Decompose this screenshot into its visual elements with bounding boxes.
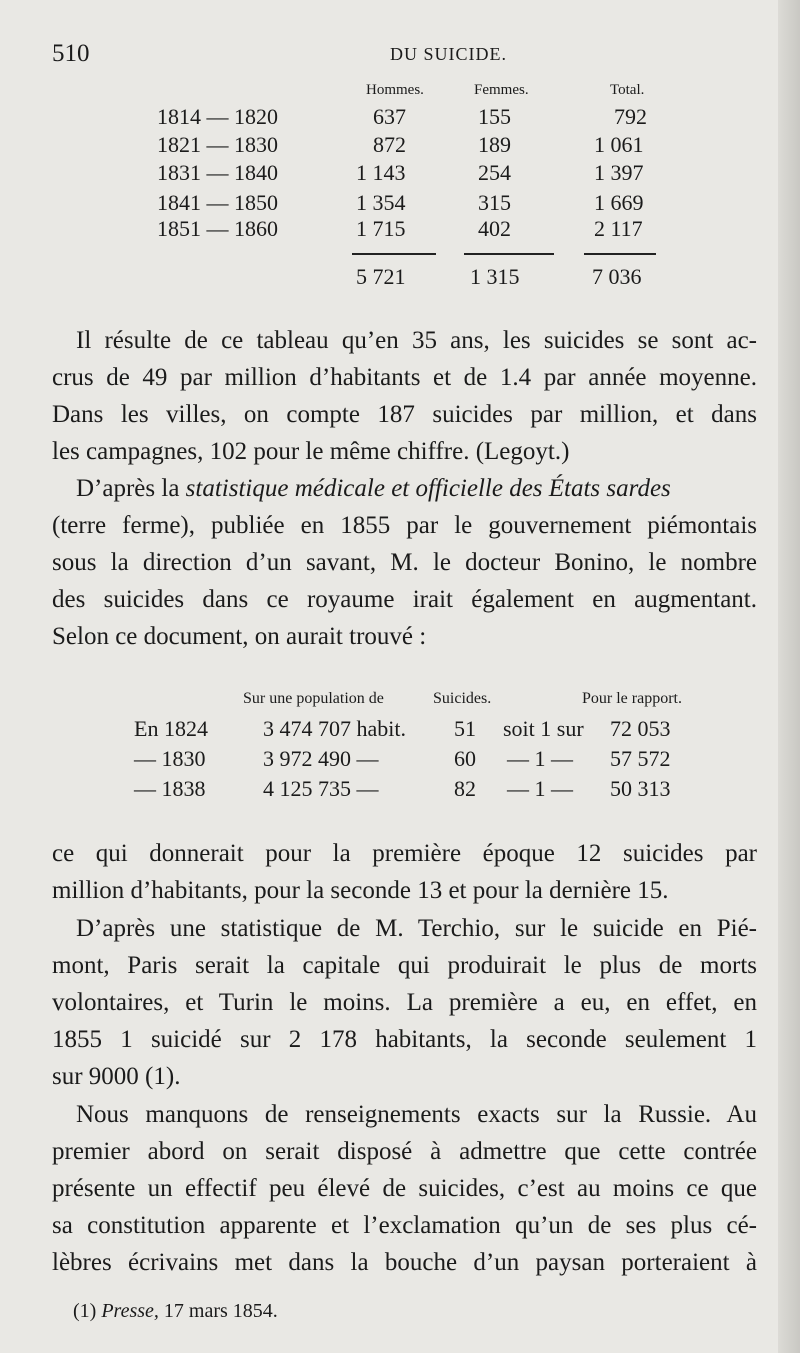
table-cell-rapport: — 1 —	[507, 776, 573, 801]
text-line: les campagnes, 102 pour le même chiffre. (Legoyt.)	[52, 438, 570, 465]
table-cell-total: 2 117	[594, 216, 643, 241]
text-line: sous la direction d’un savant, M. le docteur Bonino, le nombre	[52, 549, 757, 576]
footnote	[73, 1300, 278, 1323]
table-cell-femmes: 315	[478, 190, 511, 215]
table-cell-value: 50 313	[610, 776, 671, 801]
table-cell-population: 4 125 735 —	[263, 776, 379, 801]
table-cell-period: 1821 — 1830	[157, 132, 278, 157]
footnote-mark: (1)	[73, 1300, 97, 1322]
text-line: premier abord on serait disposé à admettre que cette contrée	[52, 1138, 757, 1165]
text-line: des suicides dans ce royaume irait également en augmentant.	[52, 586, 757, 613]
table-cell-suicides: 82	[454, 776, 476, 801]
total-total: 7 036	[592, 264, 642, 289]
table-cell-year: — 1838	[134, 776, 206, 801]
table-cell-period: 1841 — 1850	[157, 190, 278, 215]
table-cell-period: 1831 — 1840	[157, 160, 278, 185]
page-edge	[778, 0, 800, 1353]
table-cell-value: 57 572	[610, 746, 671, 771]
table-cell-rapport: soit 1 sur	[503, 716, 584, 741]
total-rule-femmes	[464, 253, 554, 255]
text-line: Selon ce document, on aurait trouvé :	[52, 623, 427, 650]
paragraph-5	[52, 1096, 757, 1281]
total-femmes: 1 315	[470, 264, 520, 289]
table-cell-value: 72 053	[610, 716, 671, 741]
column-header-femmes: Femmes.	[474, 82, 529, 98]
table-cell-hommes: 1 354	[356, 190, 406, 215]
table-cell-population: 3 474 707 habit.	[263, 716, 406, 741]
table-cell-femmes: 155	[478, 104, 511, 129]
table-cell-femmes: 254	[478, 160, 511, 185]
page-number: 510	[52, 40, 90, 67]
text-line	[52, 470, 757, 507]
footnote-date: 17 mars 1854.	[163, 1300, 278, 1322]
italic-title: statistique médicale et officielle des États sardes	[185, 475, 671, 502]
text-line: Nous manquons de renseignements exacts sur la Russie. Au	[76, 1101, 757, 1128]
column-header-hommes: Hommes.	[366, 82, 424, 98]
table-cell-period: 1851 — 1860	[157, 216, 278, 241]
text-line: Dans les villes, on compte 187 suicides par million, et dans	[52, 401, 757, 428]
paragraph-1	[52, 322, 757, 470]
text-line: présente un effectif peu élevé de suicides, c’est au moins ce que	[52, 1175, 757, 1202]
text-line: (terre ferme), publiée en 1855 par le gouvernement piémontais	[52, 512, 757, 539]
footnote-source: Presse,	[101, 1300, 159, 1322]
column-header-population: Sur une population de	[243, 690, 384, 707]
table-cell-period: 1814 — 1820	[157, 104, 278, 129]
table-cell-total: 1 397	[594, 160, 644, 185]
text-line: sa constitution apparente et l’exclamation qu’un de ses plus cé-	[52, 1212, 757, 1239]
table-cell-femmes: 189	[478, 132, 511, 157]
table-cell-hommes: 1 143	[356, 160, 406, 185]
table-cell-year: En 1824	[134, 716, 208, 741]
paragraph-2	[52, 470, 757, 655]
text-line: sur 9000 (1).	[52, 1063, 181, 1090]
table-cell-total: 1 061	[594, 132, 644, 157]
column-header-rapport: Pour le rapport.	[582, 690, 682, 707]
text-line: crus de 49 par million d’habitants et de 1.4 par année moyenne.	[52, 364, 757, 391]
table-cell-year: — 1830	[134, 746, 206, 771]
table-cell-hommes: 1 715	[356, 216, 406, 241]
paragraph-4	[52, 910, 757, 1095]
page-header	[52, 40, 762, 70]
column-header-total: Total.	[610, 82, 645, 98]
table-cell-hommes: 637	[373, 104, 406, 129]
text-line: million d’habitants, pour la seconde 13 et pour la dernière 15.	[52, 877, 669, 904]
table-cell-suicides: 51	[454, 716, 476, 741]
running-title: DU SUICIDE.	[390, 44, 507, 64]
text-run: D’après la	[76, 475, 186, 502]
text-line: D’après une statistique de M. Terchio, sur le suicide en Pié-	[76, 915, 757, 942]
total-rule-hommes	[352, 253, 436, 255]
text-line: Il résulte de ce tableau qu’en 35 ans, les suicides se sont ac-	[76, 327, 757, 354]
table-cell-total: 1 669	[594, 190, 644, 215]
column-header-suicides: Suicides.	[433, 690, 492, 707]
table-cell-femmes: 402	[478, 216, 511, 241]
table-cell-rapport: — 1 —	[507, 746, 573, 771]
text-line: mont, Paris serait la capitale qui produirait le plus de morts	[52, 952, 757, 979]
text-line: lèbres écrivains met dans la bouche d’un paysan porteraient à	[52, 1249, 757, 1276]
table-cell-suicides: 60	[454, 746, 476, 771]
total-rule-total	[584, 253, 656, 255]
paragraph-3	[52, 835, 757, 909]
text-line: ce qui donnerait pour la première époque 12 suicides par	[52, 840, 757, 867]
table-cell-total: 792	[614, 104, 647, 129]
table-cell-population: 3 972 490 —	[263, 746, 379, 771]
text-line: 1855 1 suicidé sur 2 178 habitants, la seconde seulement 1	[52, 1026, 757, 1053]
table-cell-hommes: 872	[373, 132, 406, 157]
total-hommes: 5 721	[356, 264, 406, 289]
text-line: volontaires, et Turin le moins. La première a eu, en effet, en	[52, 989, 757, 1016]
